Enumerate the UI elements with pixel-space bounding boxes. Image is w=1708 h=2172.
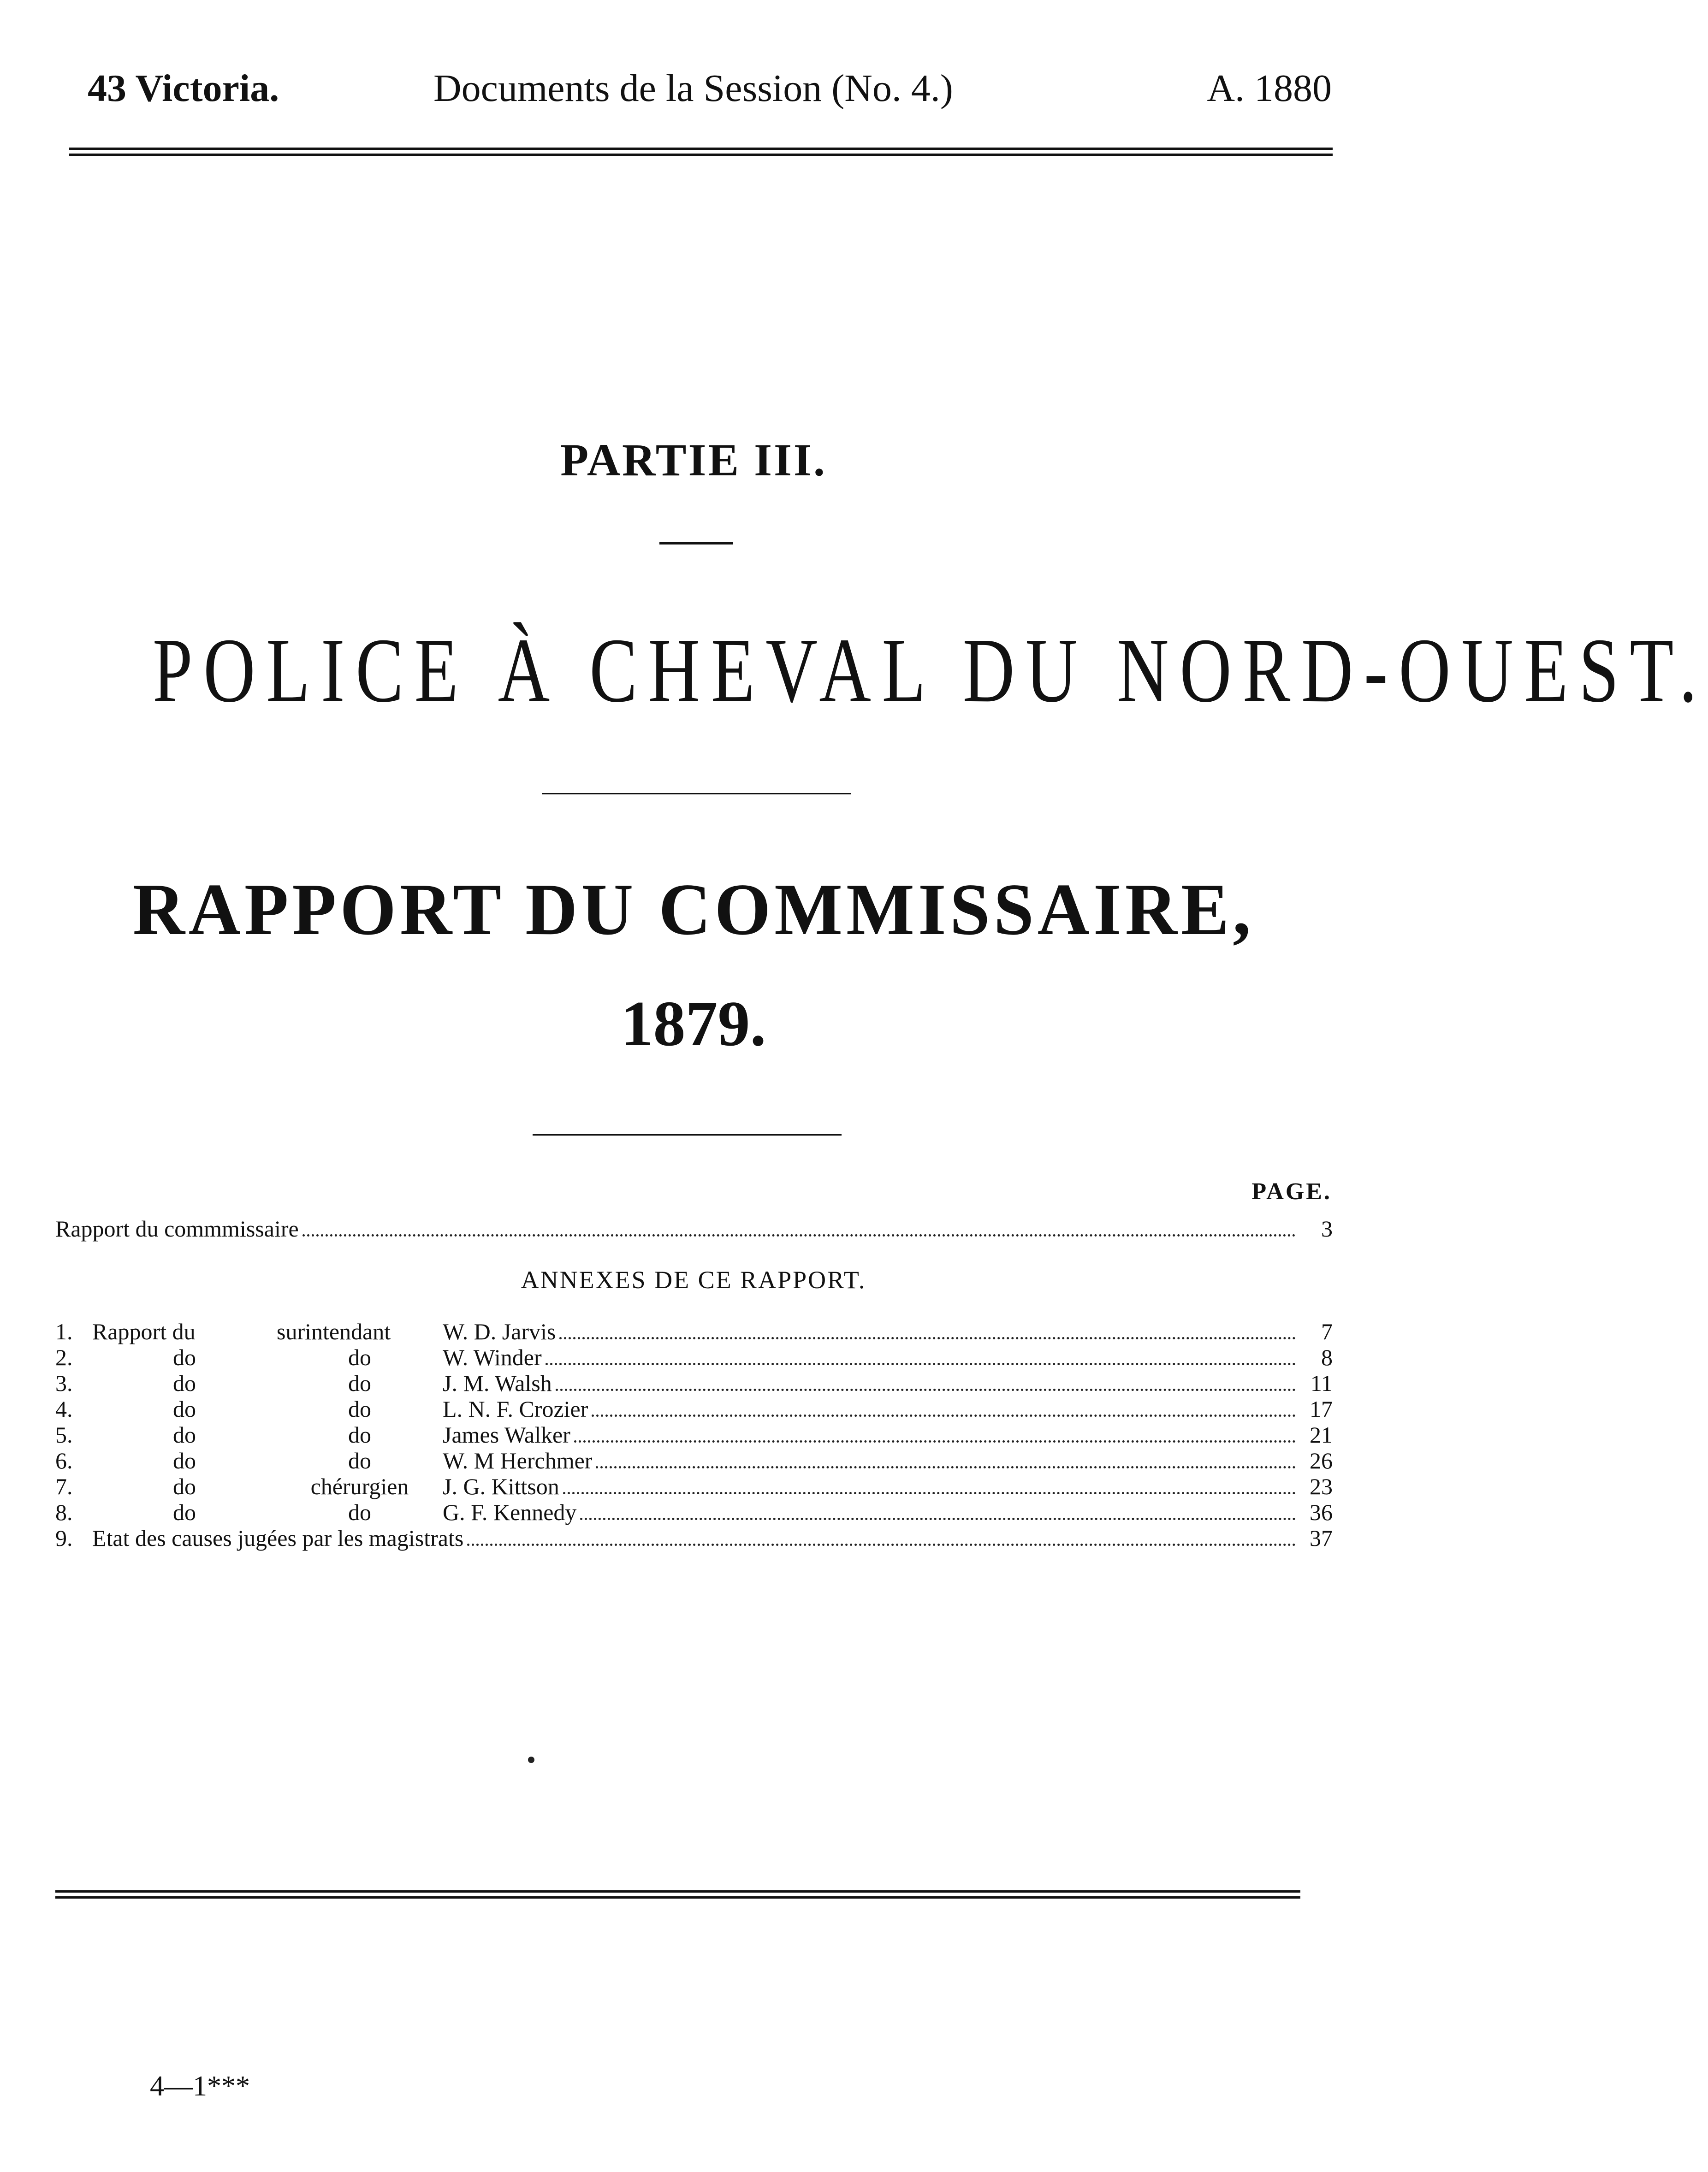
annex-page: 8	[1321, 1344, 1333, 1370]
divider-rule	[659, 542, 733, 544]
main-title: POLICE À CHEVAL DU NORD-OUEST.	[152, 620, 1708, 722]
annex-page: 23	[1310, 1474, 1333, 1499]
annex-number: 5.	[55, 1422, 73, 1448]
report-year: 1879.	[621, 988, 766, 1059]
annex-name: W. D. Jarvis	[443, 1319, 556, 1344]
annex-name: W. Winder	[443, 1344, 542, 1370]
signature-mark: 4—1***	[150, 2071, 250, 2102]
annex-row	[55, 1422, 1333, 1448]
annex-col-1: Rapport du	[92, 1319, 196, 1344]
annex-page: 26	[1310, 1448, 1333, 1474]
annex-number: 8.	[55, 1499, 73, 1525]
page-column-heading: PAGE.	[1251, 1178, 1332, 1205]
annex-page: 17	[1310, 1396, 1333, 1422]
annex-name: L. N. F. Crozier	[443, 1396, 588, 1422]
annex-page: 37	[1310, 1525, 1333, 1551]
document-series-label: Documents de la Session (No. 4.)	[433, 67, 953, 110]
annex-name: J. M. Walsh	[443, 1370, 552, 1396]
annex-col-1: do	[173, 1344, 196, 1370]
annex-col-1: do	[173, 1370, 196, 1396]
annex-col-2: do	[348, 1422, 371, 1448]
footer-rule	[55, 1890, 1300, 1899]
annex-page: 11	[1310, 1370, 1333, 1396]
annex-page: 21	[1310, 1422, 1333, 1448]
annex-row	[55, 1319, 1333, 1344]
dot-leader	[559, 1337, 1296, 1339]
annex-name: G. F. Kennedy	[443, 1499, 577, 1525]
annex-number: 4.	[55, 1396, 73, 1422]
annex-col-2: do	[348, 1448, 371, 1474]
annex-number: 7.	[55, 1474, 73, 1499]
divider-rule	[533, 1134, 842, 1136]
annex-col-1: do	[173, 1448, 196, 1474]
dot-leader	[592, 1414, 1296, 1417]
annexes-heading: ANNEXES DE CE RAPPORT.	[521, 1266, 866, 1294]
dot-leader	[467, 1544, 1296, 1546]
session-year-label: 43 Victoria.	[88, 67, 279, 110]
annex-col-2: do	[348, 1370, 371, 1396]
ink-dot	[528, 1757, 534, 1763]
annex-col-2: chérurgien	[310, 1474, 409, 1499]
annex-col-1: do	[173, 1422, 196, 1448]
annex-row	[55, 1344, 1333, 1370]
annex-col-2: surintendant	[277, 1319, 391, 1344]
annex-number: 9.	[55, 1525, 73, 1551]
dot-leader	[574, 1440, 1296, 1443]
year-label: A. 1880	[1207, 67, 1332, 110]
annex-row	[55, 1499, 1333, 1525]
annex-page: 36	[1310, 1499, 1333, 1525]
annex-description: Etat des causes jugées par les magistrats	[92, 1525, 464, 1551]
annex-name: W. M Herchmer	[443, 1448, 593, 1474]
annex-row	[55, 1474, 1333, 1499]
divider-rule	[542, 793, 851, 794]
dot-leader	[563, 1492, 1296, 1494]
annex-number: 2.	[55, 1344, 73, 1370]
annex-page: 7	[1321, 1319, 1333, 1344]
annex-number: 6.	[55, 1448, 73, 1474]
dot-leader	[556, 1389, 1296, 1391]
dot-leader	[302, 1234, 1296, 1237]
toc-page-number: 3	[1321, 1216, 1333, 1242]
dot-leader	[596, 1466, 1296, 1468]
annex-name: J. G. Kittson	[443, 1474, 559, 1499]
annex-row	[55, 1396, 1333, 1422]
toc-main-entry	[55, 1217, 1333, 1241]
annex-name: James Walker	[443, 1422, 570, 1448]
annex-row	[55, 1525, 1333, 1551]
annex-col-2: do	[348, 1344, 371, 1370]
annex-col-1: do	[173, 1499, 196, 1525]
dot-leader	[580, 1518, 1296, 1520]
annex-row	[55, 1448, 1333, 1474]
annex-col-1: do	[173, 1396, 196, 1422]
annex-list	[55, 1319, 1333, 1551]
toc-entry-text: Rapport du commmissaire	[55, 1216, 299, 1242]
dot-leader	[546, 1363, 1296, 1365]
header-rule	[69, 148, 1333, 156]
annex-number: 1.	[55, 1319, 73, 1344]
annex-col-2: do	[348, 1499, 371, 1525]
annex-number: 3.	[55, 1370, 73, 1396]
annex-col-1: do	[173, 1474, 196, 1499]
annex-row	[55, 1370, 1333, 1396]
report-title: RAPPORT DU COMMISSAIRE,	[132, 868, 1255, 950]
part-heading: PARTIE III.	[560, 434, 827, 485]
annex-col-2: do	[348, 1396, 371, 1422]
